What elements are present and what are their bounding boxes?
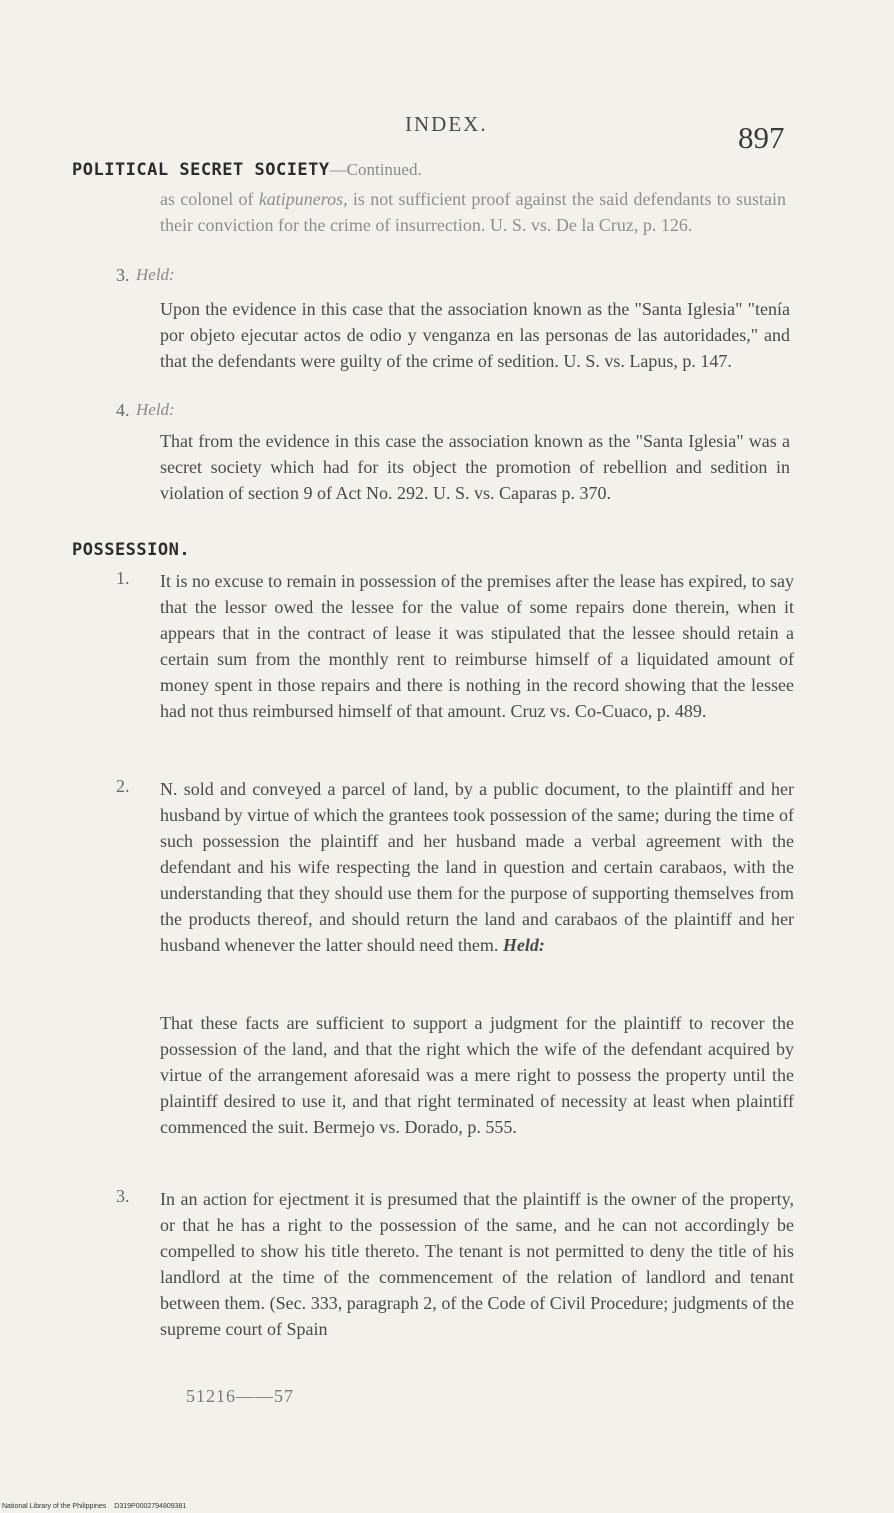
- text-fragment: , is not sufficient proof against the said: [343, 189, 629, 209]
- credit-id: D319P0002794809381: [114, 1503, 187, 1510]
- text-fragment: as colonel of: [160, 189, 259, 209]
- scan-credit: [2, 1503, 194, 1510]
- section-heading-political-secret-society: [72, 160, 422, 180]
- item-number: 4.: [116, 400, 130, 420]
- political-paragraph-3: Upon the evidence in this case that the association known as the "Santa Iglesia" "tenía por objeto ejecutar actos de odio y venganza en las personas de las autoridades," and that the defendants were guilty of the crime of sedition. U. S. vs. Lapus, p. 147.: [160, 299, 790, 371]
- item-number: 2.: [116, 776, 130, 796]
- continued-label: —Continued.: [329, 160, 422, 179]
- text-fragment-italic: katipuneros: [258, 189, 344, 209]
- held-label: Held:: [136, 400, 175, 419]
- text-fragment: defendants to sustain their conviction for the crime of insurrection. U. S. vs. De la Cruz, p. 126.: [160, 189, 787, 235]
- credit-library: National Library of the Philippines: [2, 1503, 107, 1510]
- text-fragment: N. sold and conveyed a parcel of land, by a public document, to the plaintiff and her husband by virtue of which the grantees took possession of the same; during the time of such possession the plaintiff and her husband made a verbal agreement with the defendant and his wife respecting the land in question and certain carabaos, with the understanding that they should use them for the purpose of supporting themselves from the products thereof, and should return the land and carabaos of the plaintiff and her husband whenever the latter should need them.: [160, 779, 794, 955]
- item-number: 1.: [116, 568, 130, 588]
- possession-paragraph-1: It is no excuse to remain in possession of the premises after the lease has expired, to say that the lessor owed the lessee for the value of some repairs done therein, when it appears that in the contract of lease it was stipulated that the lessee should retain a certain sum from the monthly rent to reimburse himself of a liquidated amount of money spent in those repairs and there is nothing in the record showing that the lessee had not thus reimbursed himself of that amount. Cruz vs. Co-Cuaco, p. 489.: [160, 571, 794, 721]
- item-number: 3.: [116, 265, 130, 285]
- held-label: Held:: [136, 265, 175, 284]
- running-header: INDEX.: [405, 112, 488, 136]
- possession-paragraph-3: In an action for ejectment it is presumed that the plaintiff is the owner of the property, or that he has a right to the possession of the same, and he can not accordingly be compelled to show his title thereto. The tenant is not permitted to deny the title of his landlord at the time of the commencement of the relation of landlord and tenant between them. (Sec. 333, paragraph 2, of the Code of Civil Procedure; judgments of the supreme court of Spain: [160, 1189, 794, 1339]
- political-paragraph-2-continued: [160, 186, 786, 238]
- possession-paragraph-2-holding: That these facts are sufficient to support a judgment for the plaintiff to recover the possession of the land, and that the right which the wife of the defendant acquired by virtue of the arrangement aforesaid was a mere right to possess the property until the plaintiff desired to use it, and that right terminated of necessity at least when plaintiff commenced the suit. Bermejo vs. Dorado, p. 555.: [160, 1013, 794, 1137]
- held-label: Held:: [502, 935, 545, 955]
- section-heading-possession: POSSESSION.: [72, 540, 191, 560]
- political-paragraph-4: That from the evidence in this case the association known as the "Santa Iglesia" was a secret society which had for its object the promotion of rebellion and sedition in violation of section 9 of Act No. 292. U. S. vs. Caparas p. 370.: [160, 431, 790, 503]
- page-number: 897: [738, 120, 785, 155]
- possession-paragraph-2: [160, 776, 794, 958]
- item-number: 3.: [116, 1186, 130, 1206]
- section-heading-text: POLITICAL SECRET SOCIETY: [72, 160, 330, 180]
- signature-mark: 51216——57: [186, 1386, 294, 1406]
